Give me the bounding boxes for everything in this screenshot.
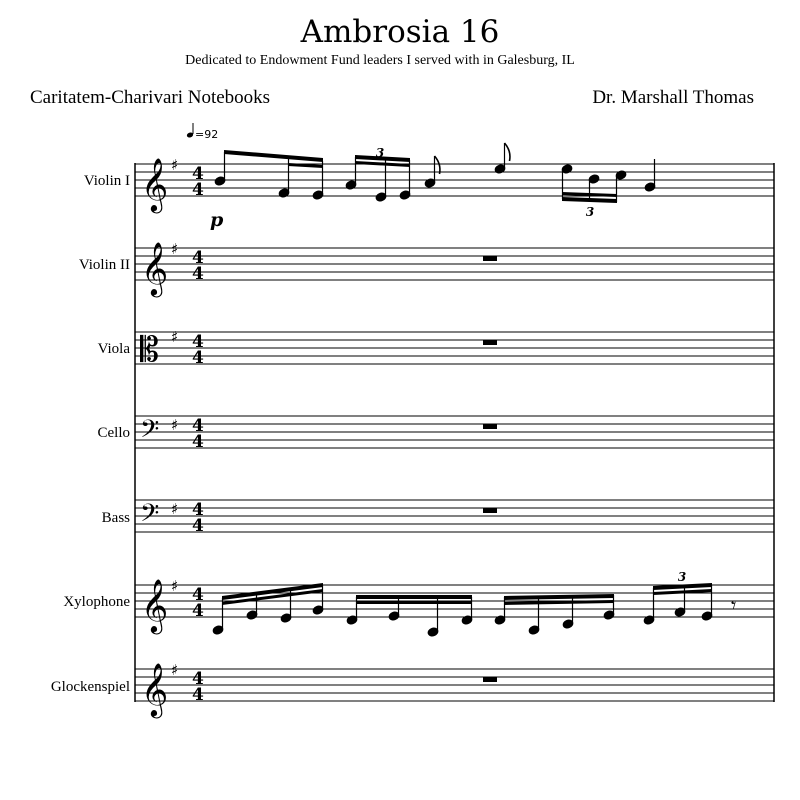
staff-cello [135,415,774,452]
time-signature-top: 4 [192,164,204,184]
time-signature-bottom: 4 [192,516,204,536]
key-signature-sharp-icon: ♯ [171,661,179,679]
instrument-label-xylophone: Xylophone [63,594,130,610]
key-signature-sharp-icon: ♯ [171,577,179,595]
staff-violin-2 [135,240,774,297]
instrument-label-violin-2: Violin II [78,257,130,273]
staff-bass [135,499,774,536]
instrument-label-bass: Bass [101,510,130,526]
key-signature-sharp-icon: ♯ [171,416,179,434]
publisher-name: Caritatem-Charivari Notebooks [30,87,271,108]
time-signature-bottom: 4 [192,264,204,284]
whole-rest [483,340,497,345]
time-signature-top: 4 [192,585,204,605]
score-subtitle: Dedicated to Endowment Fund leaders I served with in Galesburg, IL [185,53,575,68]
whole-rests [483,256,497,682]
time-signature-top: 4 [192,669,204,689]
time-signature-top: 4 [192,332,204,352]
time-signature-top: 4 [192,416,204,436]
whole-rest [483,424,497,429]
tuplet-label: 3 [375,146,385,160]
time-signature-top: 4 [192,500,204,520]
key-signature-sharp-icon: ♯ [171,156,179,174]
whole-rest [483,677,497,682]
whole-rest [483,256,497,261]
time-signature-bottom: 4 [192,685,204,705]
instrument-label-violin-1: Violin I [83,173,130,189]
treble-clef-icon: 𝄞 [141,662,169,716]
tuplet-label: 3 [585,205,595,219]
staff-glockenspiel [135,661,774,718]
tuplet-label: 3 [677,570,687,584]
key-signature-sharp-icon: ♯ [171,500,179,518]
instrument-label-glockenspiel: Glockenspiel [50,679,130,695]
dynamic-marking: p [210,209,224,231]
bass-clef-icon: 𝄢 [140,415,160,450]
key-signature-sharp-icon: ♯ [171,240,179,258]
xylophone-notes [212,570,736,637]
instrument-label-viola: Viola [97,341,130,357]
treble-clef-icon: 𝄞 [141,157,169,211]
tempo-value: =92 [195,128,219,141]
composer-name: Dr. Marshall Thomas [592,87,754,108]
alto-clef-icon: 𝄡 [140,330,159,370]
treble-clef-icon: 𝄞 [141,578,169,632]
time-signature-bottom: 4 [192,601,204,621]
instrument-label-cello: Cello [97,425,130,441]
treble-clef-icon: 𝄞 [141,241,169,295]
whole-rest [483,508,497,513]
key-signature-sharp-icon: ♯ [171,328,179,346]
eighth-rest-icon: 𝄾 [731,593,737,617]
time-signature-bottom: 4 [192,180,204,200]
tempo-marking [186,123,218,141]
staff-viola [135,328,774,370]
violin-1-notes [210,143,656,231]
time-signature-bottom: 4 [192,348,204,368]
time-signature-bottom: 4 [192,432,204,452]
time-signature-top: 4 [192,248,204,268]
staff-violin-1 [135,156,774,213]
bass-clef-icon: 𝄢 [140,499,160,534]
score-title: Ambrosia 16 [300,14,500,50]
